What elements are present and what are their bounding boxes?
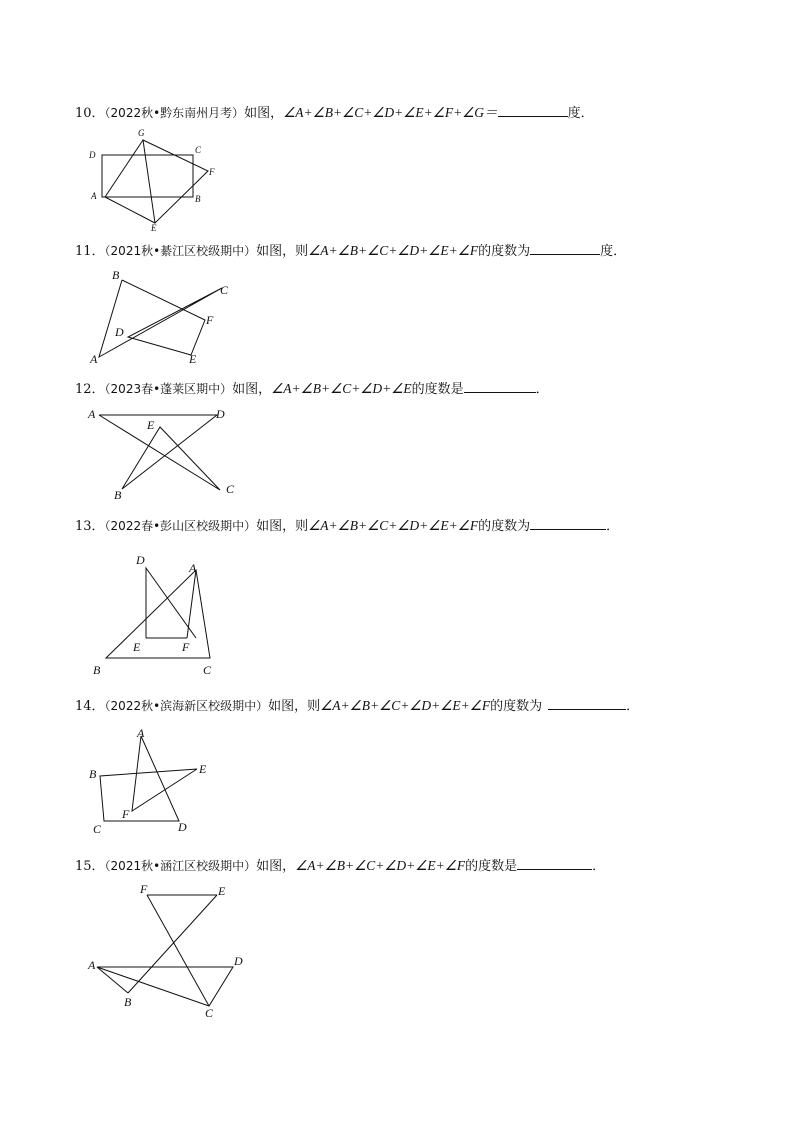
label-b: B bbox=[114, 488, 122, 502]
segment-ae bbox=[105, 197, 155, 223]
figure-q10 bbox=[85, 125, 225, 235]
label-e: E bbox=[147, 418, 155, 432]
label-b: B bbox=[89, 767, 97, 781]
question-number: 12． bbox=[75, 382, 105, 397]
label-f: F bbox=[182, 640, 190, 654]
label-b: B bbox=[112, 268, 120, 282]
figure-q15 bbox=[85, 880, 255, 1020]
label-b: B bbox=[124, 995, 132, 1009]
question-13 bbox=[75, 517, 619, 535]
question-lead: 如图， bbox=[256, 859, 296, 874]
question-suffix: ． bbox=[606, 519, 620, 534]
label-d: D bbox=[234, 954, 243, 968]
label-d: D bbox=[89, 150, 96, 160]
angle-expression: ∠A+∠B+∠C+∠D+∠E+∠F bbox=[308, 518, 479, 533]
label-d: D bbox=[216, 407, 225, 421]
question-lead: 如图， bbox=[232, 382, 272, 397]
angle-expression: ∠A+∠B+∠C+∠D+∠E+∠F bbox=[308, 243, 479, 258]
label-c: C bbox=[226, 482, 235, 496]
label-f: F bbox=[209, 167, 215, 177]
label-e: E bbox=[199, 762, 207, 776]
figure-q12 bbox=[85, 402, 250, 504]
question-12 bbox=[75, 380, 549, 398]
answer-blank[interactable] bbox=[530, 517, 606, 530]
segment-be bbox=[128, 895, 217, 993]
angle-expression: ∠A+∠B+∠C+∠D+∠E bbox=[271, 381, 412, 396]
label-c: C bbox=[203, 663, 212, 677]
label-e: E bbox=[133, 640, 141, 654]
segment-ab bbox=[97, 967, 128, 993]
label-c: C bbox=[220, 283, 229, 297]
question-number: 14． bbox=[75, 699, 105, 714]
label-c: C bbox=[205, 1006, 214, 1020]
star-polyline bbox=[99, 280, 222, 357]
question-number: 11． bbox=[75, 244, 105, 259]
label-e: E bbox=[189, 352, 197, 366]
question-lead: 如图， bbox=[244, 106, 284, 121]
label-g: G bbox=[138, 128, 145, 138]
answer-blank[interactable] bbox=[517, 857, 592, 870]
angle-expression: ∠A+∠B+∠C+∠D+∠E+∠F bbox=[295, 858, 466, 873]
label-a: A bbox=[137, 726, 145, 740]
label-d: D bbox=[115, 325, 124, 339]
angle-expression: ∠A+∠B+∠C+∠D+∠E+∠F+∠G＝ bbox=[283, 105, 498, 120]
question-number: 13． bbox=[75, 519, 105, 534]
angle-expression: ∠A+∠B+∠C+∠D+∠E+∠F bbox=[320, 698, 491, 713]
question-source: （2023春•蓬莱区期中） bbox=[104, 382, 233, 396]
question-suffix: ． bbox=[626, 699, 640, 714]
answer-blank[interactable] bbox=[530, 242, 600, 255]
figure-q11 bbox=[85, 265, 245, 370]
rectangle-shape bbox=[102, 155, 193, 197]
question-mid: 的度数为 bbox=[478, 244, 531, 259]
label-a: A bbox=[90, 352, 98, 366]
question-suffix: ． bbox=[592, 859, 606, 874]
question-lead: 如图，则 bbox=[256, 519, 309, 534]
question-suffix: 度． bbox=[567, 106, 594, 121]
label-e: E bbox=[218, 884, 226, 898]
question-mid: 的度数为 bbox=[490, 699, 543, 714]
label-c: C bbox=[195, 145, 202, 155]
question-14 bbox=[75, 697, 639, 715]
segment-fa bbox=[187, 570, 196, 638]
question-lead: 如图，则 bbox=[256, 244, 309, 259]
label-e: E bbox=[151, 223, 157, 233]
label-c: C bbox=[93, 822, 102, 836]
question-mid: 的度数为 bbox=[478, 519, 531, 534]
question-number: 15． bbox=[75, 859, 105, 874]
question-number: 10． bbox=[75, 106, 105, 121]
question-11 bbox=[75, 242, 626, 260]
question-mid: 的度数是 bbox=[411, 382, 464, 397]
label-f: F bbox=[140, 882, 148, 896]
figure-q14 bbox=[85, 723, 220, 838]
question-source: （2022秋•黔东南州月考） bbox=[104, 106, 245, 120]
label-d: D bbox=[178, 820, 187, 834]
segment-fc bbox=[147, 895, 209, 1006]
question-suffix: 度． bbox=[600, 244, 627, 259]
question-source: （2021秋•涵江区校级期中） bbox=[104, 859, 257, 873]
question-suffix: ． bbox=[535, 382, 549, 397]
question-15 bbox=[75, 857, 605, 875]
label-a: A bbox=[91, 191, 97, 201]
segment-ga bbox=[105, 140, 143, 197]
question-source: （2022秋•滨海新区校级期中） bbox=[104, 699, 269, 713]
figure-q13 bbox=[85, 548, 225, 680]
question-mid: 的度数是 bbox=[465, 859, 518, 874]
label-f: F bbox=[206, 313, 214, 327]
answer-blank[interactable] bbox=[548, 697, 626, 710]
label-a: A bbox=[88, 958, 96, 972]
answer-blank[interactable] bbox=[464, 380, 536, 393]
star-polyline bbox=[99, 415, 220, 490]
question-source: （2022春•彭山区校级期中） bbox=[104, 519, 257, 533]
label-f: F bbox=[122, 807, 130, 821]
question-lead: 如图，则 bbox=[268, 699, 321, 714]
label-d: D bbox=[136, 553, 145, 567]
star-polyline bbox=[100, 736, 197, 821]
label-a: A bbox=[88, 407, 96, 421]
label-b: B bbox=[195, 194, 201, 204]
label-a: A bbox=[189, 561, 197, 575]
label-b: B bbox=[93, 663, 101, 677]
question-10 bbox=[75, 104, 594, 122]
question-source: （2021秋•綦江区校级期中） bbox=[104, 244, 257, 258]
triangle-adc bbox=[97, 967, 233, 1006]
answer-blank[interactable] bbox=[498, 104, 568, 117]
